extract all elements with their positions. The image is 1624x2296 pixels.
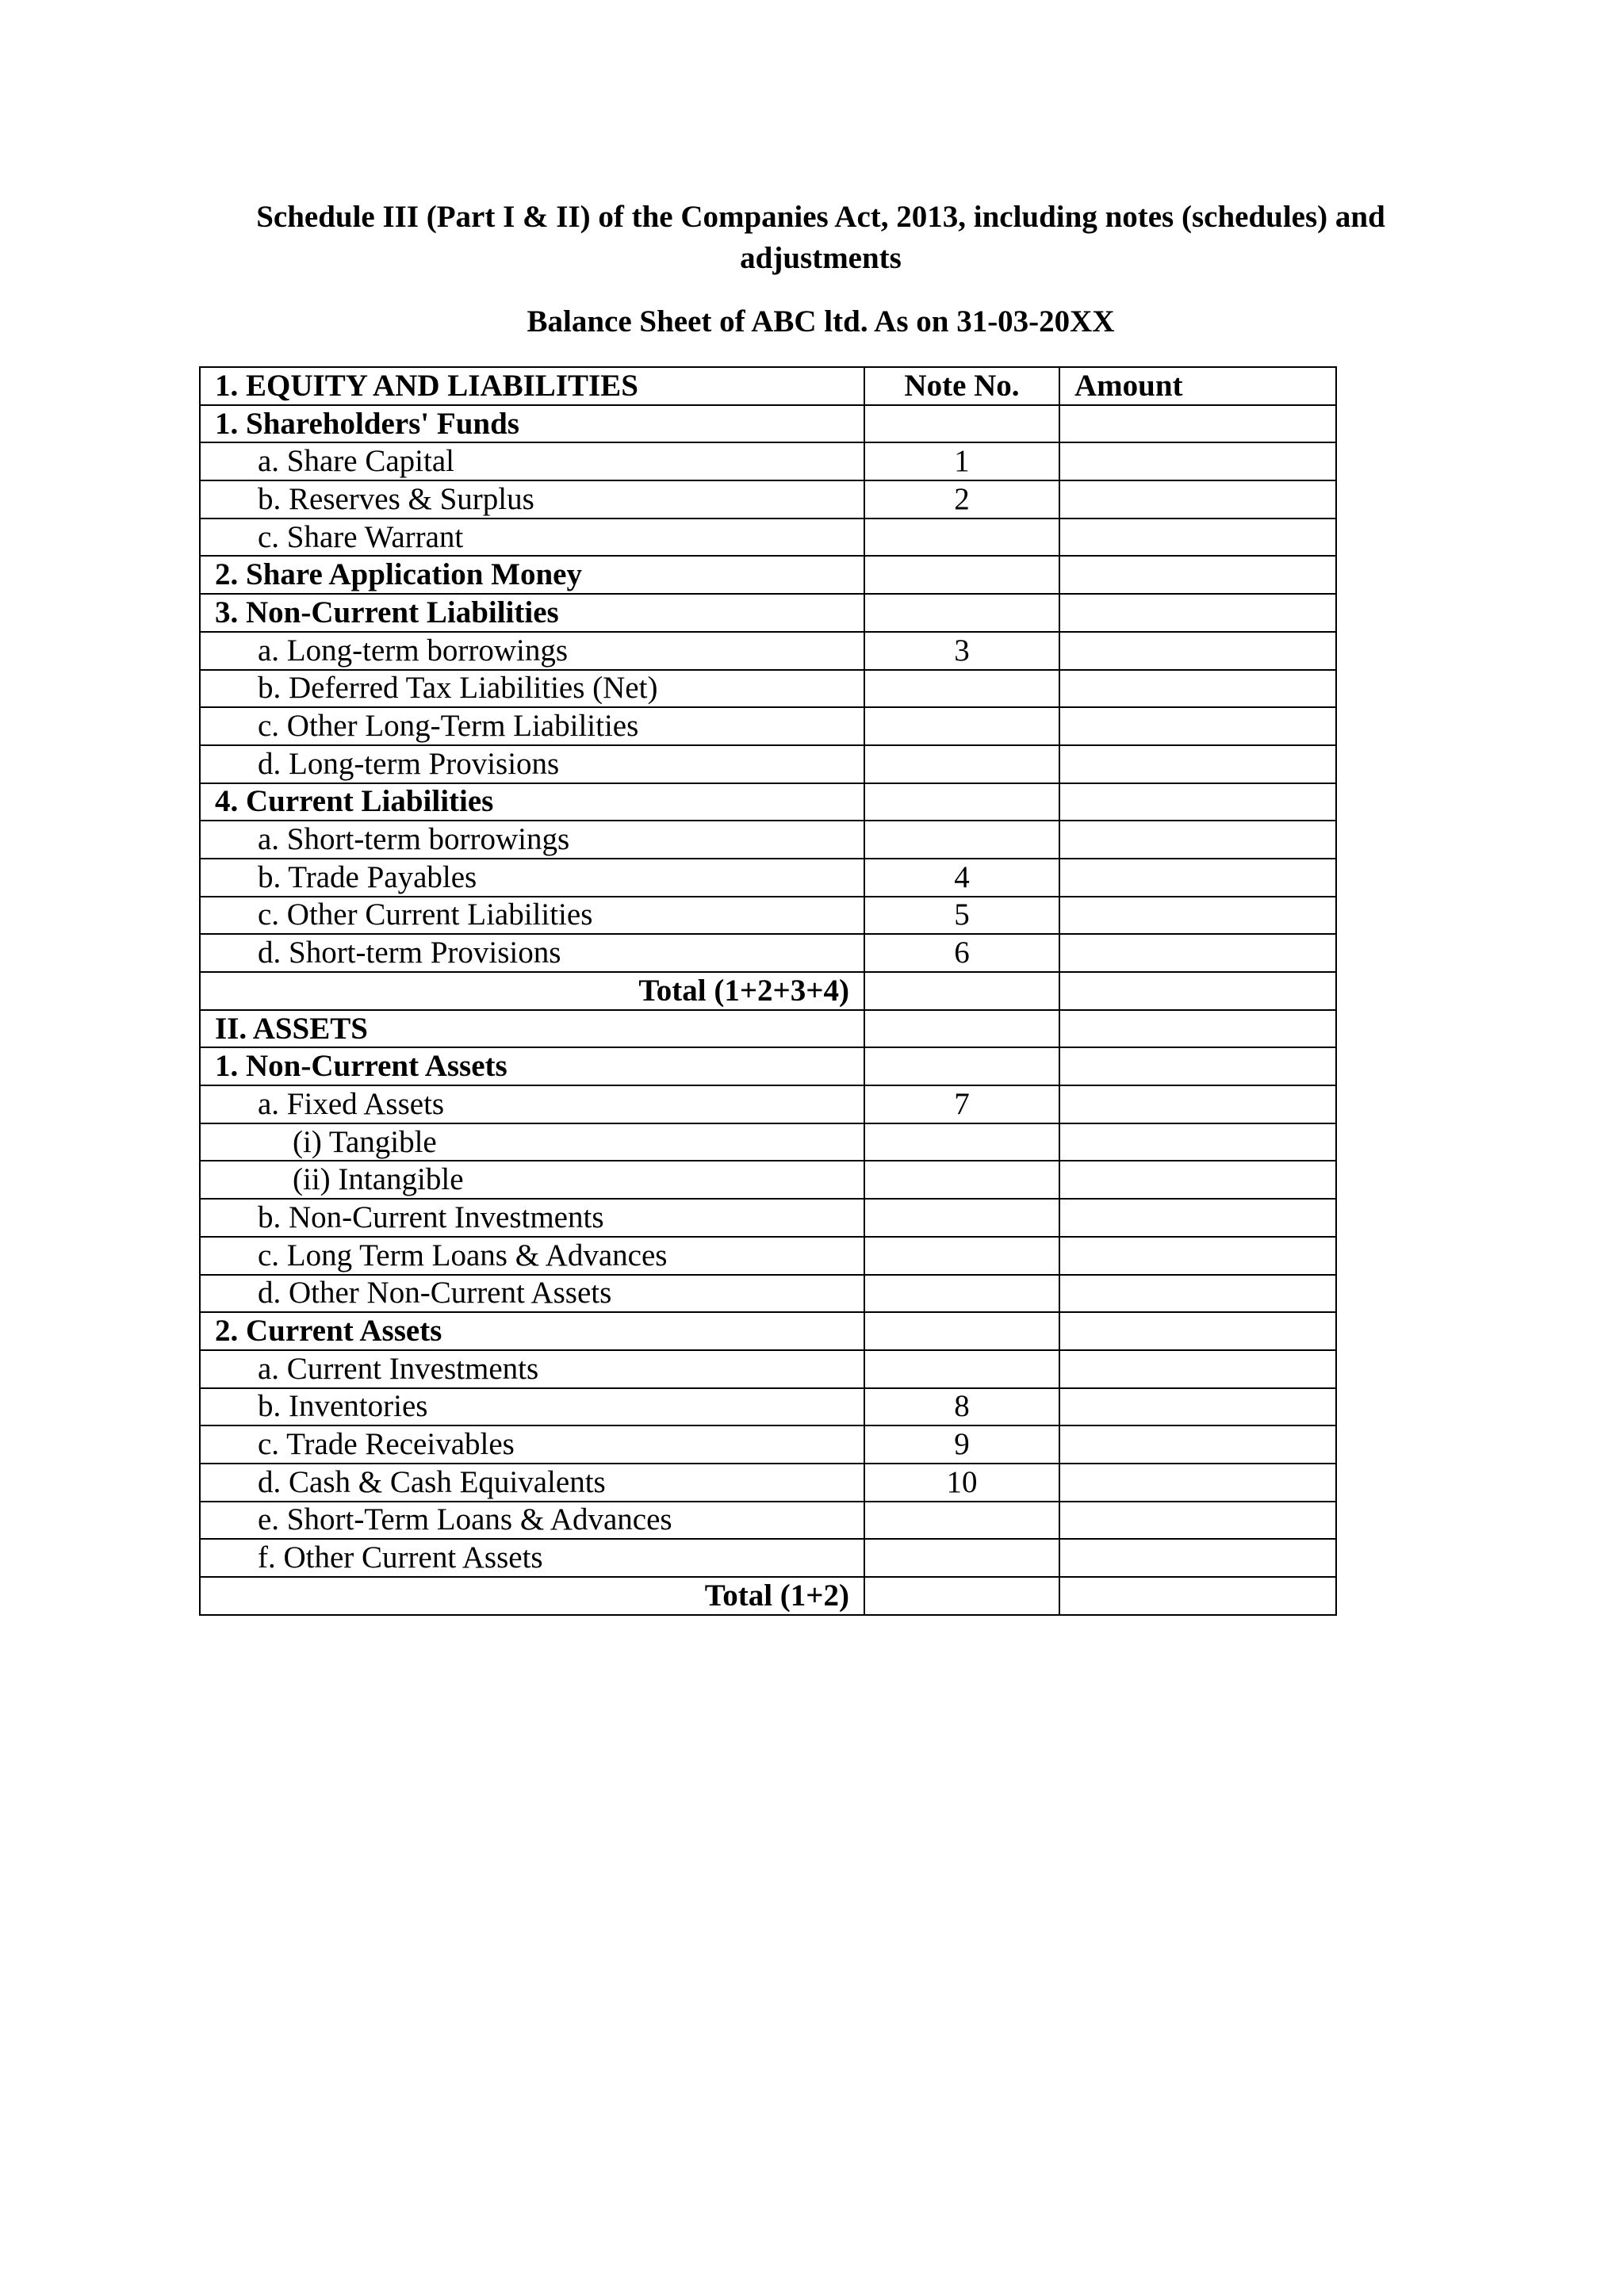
amount-cell bbox=[1059, 897, 1336, 935]
table-row bbox=[200, 556, 1336, 594]
amount-cell bbox=[1059, 632, 1336, 670]
amount-cell bbox=[1059, 1388, 1336, 1426]
row-label: 1. Non-Current Assets bbox=[200, 1047, 864, 1085]
amount-cell bbox=[1059, 480, 1336, 519]
row-label: d. Cash & Cash Equivalents bbox=[200, 1464, 864, 1502]
table-row bbox=[200, 1237, 1336, 1275]
row-label: c. Other Long-Term Liabilities bbox=[200, 707, 864, 745]
row-label: a. Fixed Assets bbox=[200, 1085, 864, 1123]
row-label: 2. Share Application Money bbox=[200, 556, 864, 594]
note-number bbox=[864, 783, 1059, 821]
row-label: a. Share Capital bbox=[200, 442, 864, 480]
table-row bbox=[200, 1388, 1336, 1426]
table-row bbox=[200, 480, 1336, 519]
note-number bbox=[864, 821, 1059, 859]
table-row bbox=[200, 1275, 1336, 1313]
row-label: 4. Current Liabilities bbox=[200, 783, 864, 821]
note-number: 9 bbox=[864, 1425, 1059, 1464]
amount-cell bbox=[1059, 821, 1336, 859]
note-number bbox=[864, 972, 1059, 1010]
amount-cell bbox=[1059, 859, 1336, 897]
amount-cell bbox=[1059, 934, 1336, 972]
total-label: Total (1+2) bbox=[200, 1577, 864, 1615]
amount-cell bbox=[1059, 670, 1336, 708]
document-title: Schedule III (Part I & II) of the Companies Act, 2013, including notes (schedules) and adjustments bbox=[256, 200, 1385, 275]
amount-cell bbox=[1059, 1085, 1336, 1123]
amount-cell bbox=[1059, 1577, 1336, 1615]
amount-cell bbox=[1059, 972, 1336, 1010]
note-number: 8 bbox=[864, 1388, 1059, 1426]
amount-cell bbox=[1059, 1275, 1336, 1313]
table-row bbox=[200, 783, 1336, 821]
note-number bbox=[864, 1312, 1059, 1350]
table-row bbox=[200, 405, 1336, 443]
note-number: 10 bbox=[864, 1464, 1059, 1502]
amount-cell bbox=[1059, 745, 1336, 783]
amount-cell bbox=[1059, 1464, 1336, 1502]
table-row bbox=[200, 1010, 1336, 1048]
row-label: a. Short-term borrowings bbox=[200, 821, 864, 859]
row-label: c. Long Term Loans & Advances bbox=[200, 1237, 864, 1275]
header-note-no: Note No. bbox=[864, 367, 1059, 405]
note-number bbox=[864, 1577, 1059, 1615]
header-amount: Amount bbox=[1059, 367, 1336, 405]
amount-cell bbox=[1059, 1123, 1336, 1161]
amount-cell bbox=[1059, 1161, 1336, 1199]
note-number bbox=[864, 1237, 1059, 1275]
table-row bbox=[200, 1123, 1336, 1161]
row-label: b. Trade Payables bbox=[200, 859, 864, 897]
table-row bbox=[200, 972, 1336, 1010]
amount-cell bbox=[1059, 1539, 1336, 1577]
amount-cell bbox=[1059, 1237, 1336, 1275]
note-number bbox=[864, 1123, 1059, 1161]
amount-cell bbox=[1059, 1047, 1336, 1085]
row-label: c. Share Warrant bbox=[200, 519, 864, 557]
note-number bbox=[864, 1502, 1059, 1540]
table-row bbox=[200, 1085, 1336, 1123]
table-row bbox=[200, 1350, 1336, 1388]
amount-cell bbox=[1059, 1010, 1336, 1048]
row-label: a. Current Investments bbox=[200, 1350, 864, 1388]
row-label: b. Reserves & Surplus bbox=[200, 480, 864, 519]
amount-cell bbox=[1059, 1425, 1336, 1464]
table-row bbox=[200, 1577, 1336, 1615]
row-label: 3. Non-Current Liabilities bbox=[200, 594, 864, 632]
note-number bbox=[864, 556, 1059, 594]
row-label: a. Long-term borrowings bbox=[200, 632, 864, 670]
total-label: Total (1+2+3+4) bbox=[200, 972, 864, 1010]
amount-cell bbox=[1059, 405, 1336, 443]
row-label: d. Other Non-Current Assets bbox=[200, 1275, 864, 1313]
amount-cell bbox=[1059, 519, 1336, 557]
row-label: d. Short-term Provisions bbox=[200, 934, 864, 972]
table-row bbox=[200, 632, 1336, 670]
row-label: b. Non-Current Investments bbox=[200, 1199, 864, 1237]
row-label: e. Short-Term Loans & Advances bbox=[200, 1502, 864, 1540]
amount-cell bbox=[1059, 783, 1336, 821]
row-label: f. Other Current Assets bbox=[200, 1539, 864, 1577]
table-row bbox=[200, 1199, 1336, 1237]
table-row bbox=[200, 594, 1336, 632]
note-number: 3 bbox=[864, 632, 1059, 670]
note-number: 7 bbox=[864, 1085, 1059, 1123]
note-number: 5 bbox=[864, 897, 1059, 935]
row-label: b. Deferred Tax Liabilities (Net) bbox=[200, 670, 864, 708]
table-row bbox=[200, 519, 1336, 557]
row-label: d. Long-term Provisions bbox=[200, 745, 864, 783]
amount-cell bbox=[1059, 1312, 1336, 1350]
note-number bbox=[864, 1539, 1059, 1577]
table-header-row bbox=[200, 367, 1336, 405]
note-number bbox=[864, 707, 1059, 745]
amount-cell bbox=[1059, 594, 1336, 632]
table-row bbox=[200, 934, 1336, 972]
row-label: b. Inventories bbox=[200, 1388, 864, 1426]
table-row bbox=[200, 859, 1336, 897]
amount-cell bbox=[1059, 556, 1336, 594]
row-label: c. Other Current Liabilities bbox=[200, 897, 864, 935]
table-row bbox=[200, 707, 1336, 745]
table-row bbox=[200, 1425, 1336, 1464]
note-number: 2 bbox=[864, 480, 1059, 519]
note-number bbox=[864, 405, 1059, 443]
note-number bbox=[864, 1275, 1059, 1313]
balance-sheet-table bbox=[199, 366, 1337, 1616]
table-row bbox=[200, 1047, 1336, 1085]
note-number: 1 bbox=[864, 442, 1059, 480]
note-number bbox=[864, 1199, 1059, 1237]
note-number bbox=[864, 519, 1059, 557]
row-label: c. Trade Receivables bbox=[200, 1425, 864, 1464]
document-subtitle: Balance Sheet of ABC ltd. As on 31-03-20XX bbox=[527, 304, 1115, 339]
note-number bbox=[864, 1161, 1059, 1199]
row-label: (i) Tangible bbox=[200, 1123, 864, 1161]
row-label: 1. Shareholders' Funds bbox=[200, 405, 864, 443]
note-number bbox=[864, 1010, 1059, 1048]
amount-cell bbox=[1059, 442, 1336, 480]
balance-sheet-body bbox=[200, 367, 1336, 1615]
amount-cell bbox=[1059, 1502, 1336, 1540]
table-row bbox=[200, 670, 1336, 708]
header-particulars: 1. EQUITY AND LIABILITIES bbox=[200, 367, 864, 405]
table-row bbox=[200, 442, 1336, 480]
note-number bbox=[864, 1350, 1059, 1388]
table-row bbox=[200, 1502, 1336, 1540]
table-row bbox=[200, 1464, 1336, 1502]
note-number bbox=[864, 1047, 1059, 1085]
table-row bbox=[200, 897, 1336, 935]
table-row bbox=[200, 1539, 1336, 1577]
amount-cell bbox=[1059, 1350, 1336, 1388]
table-row bbox=[200, 1312, 1336, 1350]
amount-cell bbox=[1059, 1199, 1336, 1237]
note-number bbox=[864, 745, 1059, 783]
note-number: 6 bbox=[864, 934, 1059, 972]
note-number: 4 bbox=[864, 859, 1059, 897]
note-number bbox=[864, 594, 1059, 632]
row-label: II. ASSETS bbox=[200, 1010, 864, 1048]
row-label: (ii) Intangible bbox=[200, 1161, 864, 1199]
table-row bbox=[200, 1161, 1336, 1199]
table-row bbox=[200, 821, 1336, 859]
note-number bbox=[864, 670, 1059, 708]
table-row bbox=[200, 745, 1336, 783]
amount-cell bbox=[1059, 707, 1336, 745]
row-label: 2. Current Assets bbox=[200, 1312, 864, 1350]
